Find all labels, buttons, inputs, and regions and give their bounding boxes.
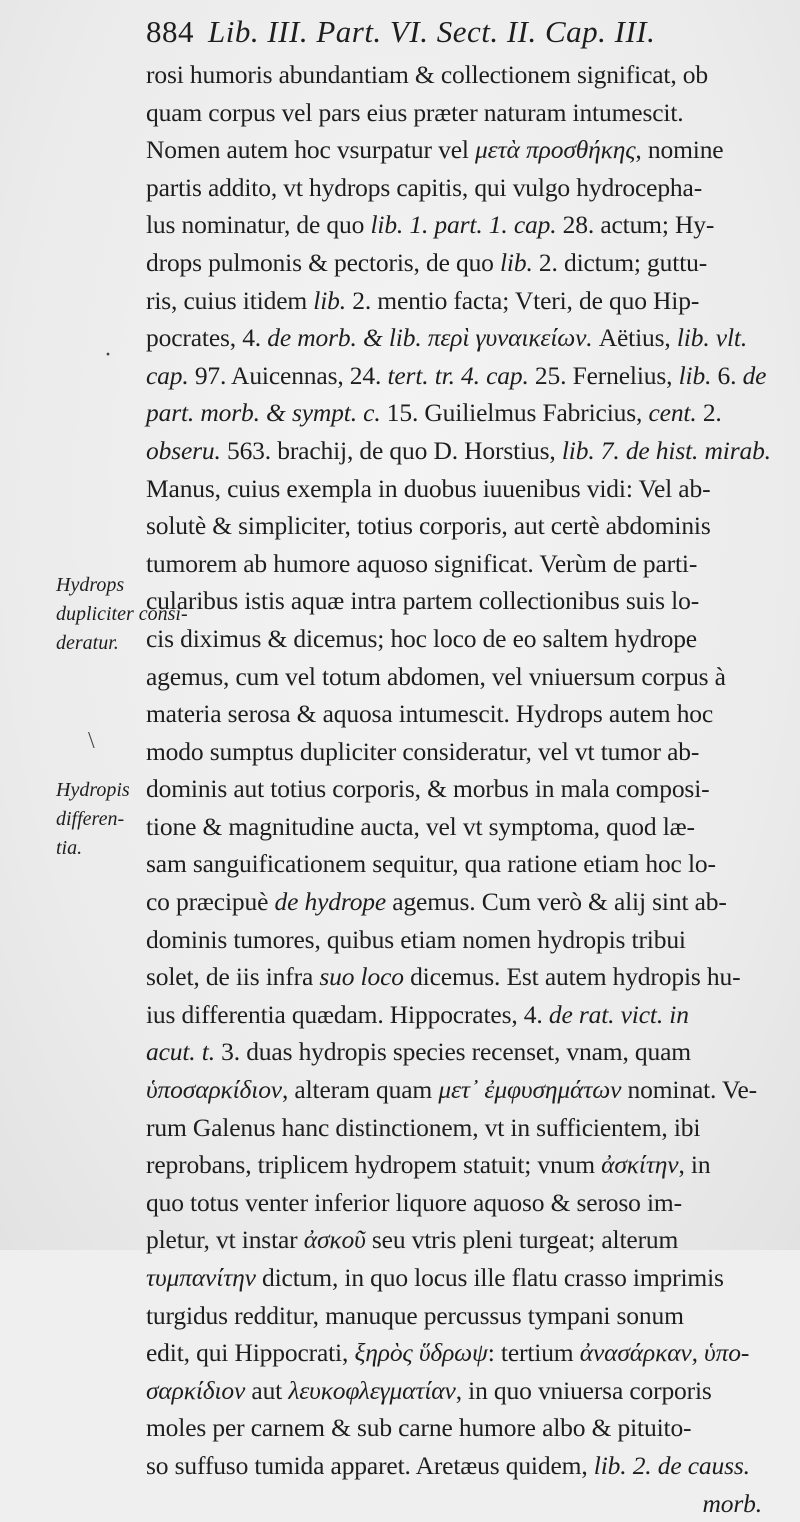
italic-text: cent.	[648, 398, 697, 428]
roman-text: 6.	[711, 360, 743, 390]
text-line	[146, 545, 774, 583]
italic-text: lib. 2. de causs.	[593, 1450, 750, 1480]
catchword-text: morb.	[702, 1488, 762, 1518]
italic-text: τυμπανίτην	[146, 1263, 256, 1292]
marginal-note-line: Hydropis	[56, 779, 130, 801]
roman-text: seu vtris pleni turgeat; alterum	[365, 1225, 679, 1255]
roman-text: Manus, cuius exempla in duobus iuuenibus vidi: Vel ab-	[146, 473, 711, 503]
italic-text: part. morb. & sympt. c.	[146, 398, 381, 428]
roman-text: pletur, vt instar	[146, 1225, 304, 1255]
roman-text: Aëtius,	[592, 323, 677, 353]
roman-text: , alteram quam	[281, 1075, 439, 1105]
text-line	[146, 394, 774, 432]
text-line	[146, 770, 774, 808]
roman-text: turgidus redditur, manuque percussus tympani sonum	[146, 1300, 684, 1330]
italic-text: μετ᾽ ἐμφυσημάτων	[438, 1075, 622, 1105]
italic-text: ἀνασάρκαν, ὑπο-	[579, 1338, 750, 1368]
marginal-note-line: differen-	[56, 808, 125, 830]
text-line	[146, 507, 774, 545]
text-line	[146, 1447, 774, 1485]
text-line	[146, 56, 774, 94]
roman-text: ris, cuius itidem	[146, 285, 314, 315]
marginal-note-hydrops-dupliciter	[56, 571, 188, 658]
marginal-note-line: tia.	[56, 837, 83, 859]
roman-text: , nomine	[635, 135, 724, 165]
roman-text: rosi humoris abundantiam & collectionem significat, ob	[146, 60, 708, 89]
roman-text: ius differentia quædam. Hippocrates, 4.	[146, 999, 549, 1029]
roman-text: , in	[678, 1150, 711, 1180]
running-title: Lib. III. Part. VI. Sect. II. Cap. III.	[208, 14, 656, 49]
roman-text: modo sumptus dupliciter consideratur, vel vt tumor ab-	[146, 736, 700, 766]
roman-text: so suffuso tumida apparet. Aretæus quidem,	[146, 1450, 594, 1480]
text-line	[146, 1221, 774, 1259]
italic-text: λευκοφλεγματίαν	[288, 1375, 456, 1405]
text-line	[146, 131, 774, 169]
roman-text: agemus, cum vel totum abdomen, vel vniuersum corpus à	[146, 661, 726, 691]
roman-text: quo totus venter inferior liquore aquoso & seroso im-	[146, 1187, 682, 1217]
italic-text: de	[742, 360, 767, 390]
text-line	[146, 582, 774, 620]
roman-text: dominis tumores, quibus etiam nomen hydropis tribui	[146, 924, 686, 954]
roman-text: dicemus. Est autem hydropis hu-	[403, 962, 741, 992]
roman-text: pocrates, 4.	[146, 323, 268, 353]
italic-text: de hydrope	[274, 887, 387, 917]
italic-text: ξηρὸς ὕδρωψ	[354, 1338, 488, 1368]
roman-text: lus nominatur, de quo	[146, 210, 371, 240]
roman-text: tumorem ab humore aquoso significat. Verùm de parti-	[146, 548, 698, 578]
text-line	[146, 845, 774, 883]
text-line	[146, 733, 774, 771]
italic-text: σαρκίδιον	[146, 1375, 246, 1405]
roman-text: aut	[245, 1375, 289, 1405]
margin-mark: ·	[104, 342, 112, 368]
text-line	[146, 319, 774, 357]
roman-text: co præcipuè	[146, 887, 275, 917]
text-line	[146, 1297, 774, 1335]
page-number: 884	[146, 14, 194, 49]
roman-text: Nomen autem hoc vsurpatur vel	[146, 135, 476, 165]
roman-text: , in quo vniuersa corporis	[455, 1375, 712, 1405]
roman-text: 97. Auicennas, 24.	[188, 360, 388, 390]
text-line	[146, 996, 774, 1034]
italic-text: lib.	[678, 360, 712, 390]
roman-text: materia serosa & aquosa intumescit. Hydrops autem hoc	[146, 699, 714, 729]
roman-text: edit, qui Hippocrati,	[146, 1338, 355, 1368]
italic-text: de morb. & lib. περὶ γυναικείων.	[267, 323, 593, 353]
roman-text: dictum, in quo locus ille flatu crasso imprimis	[255, 1263, 724, 1292]
italic-text: lib.	[500, 247, 533, 277]
text-line	[146, 1259, 774, 1297]
marginal-note-line: dupliciter consi-	[56, 603, 188, 625]
roman-text: agemus. Cum verò & alij sint ab-	[386, 887, 727, 917]
roman-text: rum Galenus hanc distinctionem, vt in sufficientem, ibi	[146, 1112, 701, 1142]
text-line	[146, 1184, 774, 1222]
italic-text: acut. t.	[146, 1037, 215, 1067]
body-text	[146, 56, 774, 1522]
italic-text: ἀσκοῦ	[303, 1225, 366, 1255]
roman-text: quam corpus vel pars eius præter naturam intumescit.	[146, 97, 684, 127]
italic-text: suo loco	[319, 962, 404, 992]
text-line	[146, 921, 774, 959]
roman-text: moles per carnem & sub carne humore albo & pituito-	[146, 1413, 692, 1443]
italic-text: μετὰ προσθήκης	[475, 135, 636, 165]
text-line	[146, 695, 774, 733]
text-line	[146, 1372, 774, 1410]
text-line	[146, 1409, 774, 1447]
italic-text: cap.	[146, 360, 189, 390]
italic-text: ἀσκίτην	[601, 1150, 679, 1180]
text-line	[146, 470, 774, 508]
page-header	[146, 14, 655, 50]
marginal-note-line: Hydrops	[56, 574, 125, 596]
roman-text: nominat. Ve-	[621, 1075, 757, 1105]
roman-text: solet, de iis infra	[146, 962, 320, 992]
italic-text: tert. tr. 4. cap.	[387, 360, 529, 390]
text-line	[146, 620, 774, 658]
text-line	[146, 808, 774, 846]
roman-text: 15. Guilielmus Fabricius,	[380, 398, 649, 428]
italic-text: lib. 1. part. 1. cap.	[370, 210, 557, 240]
roman-text: 563. brachij, de quo D. Horstius,	[220, 435, 562, 465]
roman-text: cularibus istis aquæ intra partem collectionibus suis lo-	[146, 586, 700, 616]
text-line	[146, 1109, 774, 1147]
marginal-note-hydropis-differentia	[56, 776, 148, 863]
text-line	[146, 244, 774, 282]
text-line	[146, 94, 774, 132]
italic-text: lib.	[313, 285, 346, 315]
text-line	[146, 357, 774, 395]
italic-text: lib. vlt.	[676, 323, 748, 353]
roman-text: reprobans, triplicem hydropem statuit; vnum	[146, 1150, 602, 1180]
roman-text: sam sanguificationem sequitur, qua ratione etiam hoc lo-	[146, 849, 716, 879]
roman-text: cis diximus & dicemus; hoc loco de eo saltem hydrope	[146, 623, 697, 653]
roman-text: : tertium	[487, 1338, 580, 1368]
roman-text: 28. actum; Hy-	[556, 210, 715, 240]
roman-text: partis addito, vt hydrops capitis, qui vulgo hydrocepha-	[146, 172, 703, 202]
text-line	[146, 958, 774, 996]
roman-text: dominis aut totius corporis, & morbus in mala composi-	[146, 774, 710, 804]
roman-text: 25. Fernelius,	[528, 360, 679, 390]
text-line	[146, 432, 774, 470]
roman-text: solutè & simpliciter, totius corporis, aut certè abdominis	[146, 511, 711, 541]
catchword	[146, 1485, 774, 1522]
italic-text: lib. 7. de hist. mirab.	[561, 435, 771, 465]
roman-text: tione & magnitudine aucta, vel vt symptoma, quod læ-	[146, 811, 695, 841]
text-line	[146, 1146, 774, 1184]
roman-text: 3. duas hydropis species recenset, vnam, quam	[214, 1037, 691, 1067]
roman-text: 2. dictum; guttu-	[532, 247, 708, 277]
text-line	[146, 658, 774, 696]
text-line	[146, 282, 774, 320]
margin-mark: \	[88, 728, 95, 754]
italic-text: de rat. vict. in	[548, 999, 689, 1029]
text-line	[146, 206, 774, 244]
marginal-note-line: deratur.	[56, 632, 119, 654]
italic-text: ὑποσαρκίδιον	[146, 1075, 282, 1105]
text-line	[146, 1071, 774, 1109]
roman-text: 2.	[696, 398, 722, 428]
roman-text: drops pulmonis & pectoris, de quo	[146, 247, 500, 277]
text-line	[146, 169, 774, 207]
text-line	[146, 1033, 774, 1071]
roman-text: 2. mentio facta; Vteri, de quo Hip-	[346, 285, 700, 315]
text-line	[146, 1334, 774, 1372]
italic-text: obseru.	[146, 435, 221, 465]
text-line	[146, 883, 774, 921]
